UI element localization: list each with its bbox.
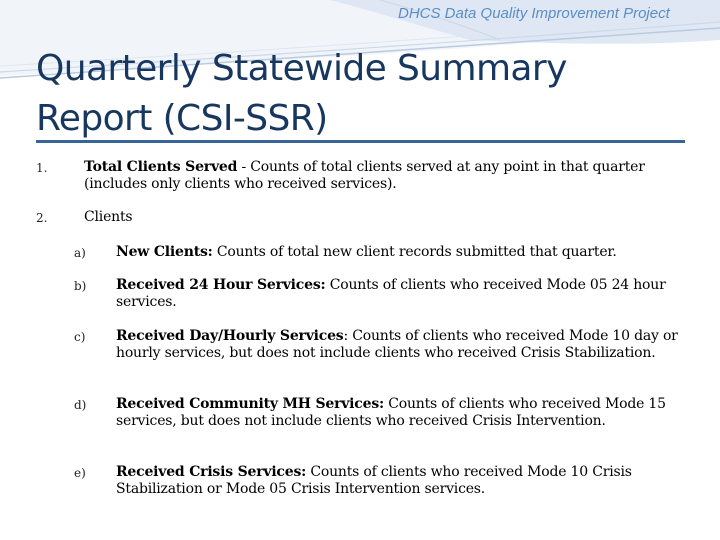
sub-item-label: New Clients: [116, 244, 213, 260]
sub-item-label: Received 24 Hour Services: [116, 277, 326, 293]
list-number: 2. [36, 211, 48, 225]
slide-title: Quarterly Statewide Summary Report (CSI-SSR) [36, 48, 567, 139]
sub-list-marker: a) [74, 246, 86, 260]
sub-item-community-mh-services [116, 396, 696, 430]
title-underline [36, 140, 685, 143]
sub-item-label: Received Day/Hourly Services [116, 328, 344, 344]
sub-list-marker: c) [74, 330, 86, 344]
sub-item-label: Received Crisis Services: [116, 464, 307, 480]
list-item-clients [84, 209, 684, 226]
list-item-total-clients [84, 159, 684, 193]
sub-item-text: Counts of clients who received Mode 10 Crisis Stabilization or Mode 05 Crisis Intervention services. [116, 464, 632, 497]
sub-item-text: Counts of total new client records submitted that quarter. [212, 244, 617, 260]
sub-item-crisis-services [116, 464, 696, 498]
sub-item-day-hourly-services [116, 328, 696, 362]
sub-item-24-hour-services [116, 277, 696, 311]
sub-item-new-clients [116, 244, 696, 261]
sub-item-label: Received Community MH Services: [116, 396, 384, 412]
sub-list-marker: b) [74, 279, 87, 293]
sub-item-text: : Counts of clients who received Mode 10 day or hourly services, but does not include clients who received Crisis Stabilization. [116, 328, 678, 361]
item-label: Total Clients Served [84, 159, 238, 175]
sub-item-text: Counts of clients who received Mode 15 services, but does not include clients who received Crisis Intervention. [116, 396, 666, 429]
sub-list-marker: d) [74, 398, 87, 412]
item-label: Clients [84, 209, 133, 225]
sub-list-marker: e) [74, 466, 86, 480]
list-number: 1. [36, 161, 48, 175]
project-header: DHCS Data Quality Improvement Project [398, 5, 670, 22]
sub-item-text: Counts of clients who received Mode 05 24 hour services. [116, 277, 666, 310]
item-text: - Counts of total clients served at any point in that quarter (includes only clients who received services). [84, 159, 645, 192]
